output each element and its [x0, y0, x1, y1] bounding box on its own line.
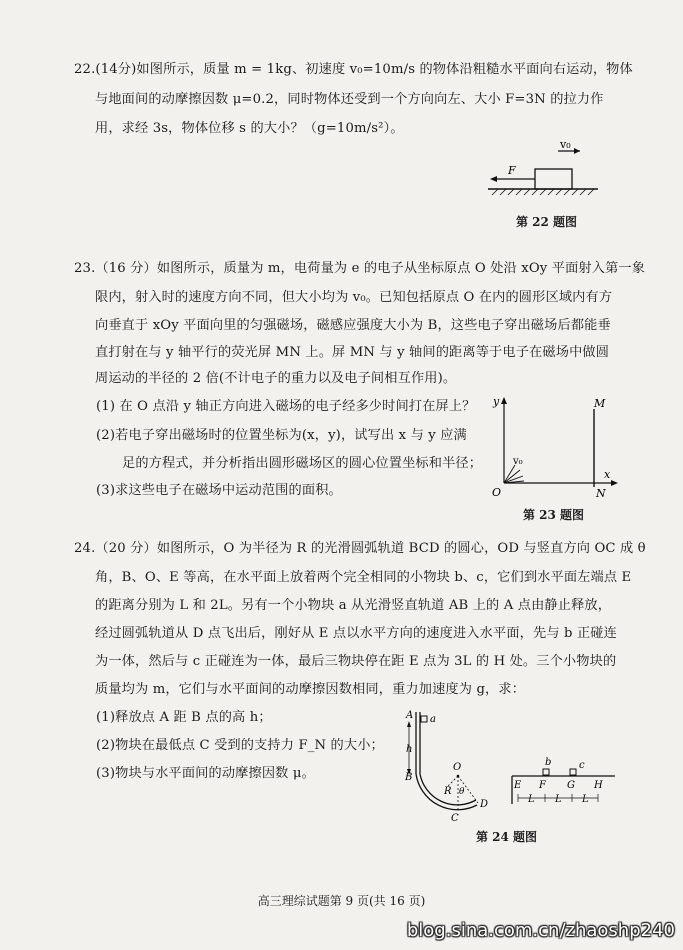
q23-line-5: 周运动的半径的 2 倍(不计电子的重力以及电子间相互作用)。 — [95, 371, 457, 386]
block-a — [421, 716, 427, 722]
q24-label-G: G — [567, 780, 575, 791]
q24-label-E: E — [514, 780, 522, 791]
radius-r — [448, 776, 458, 786]
q24-caption: 第 24 题图 — [476, 830, 538, 844]
q24-line-6: 质量均为 m，它们与水平面间的动摩擦因数相同，重力加速度为 g，求： — [95, 682, 526, 697]
x-axis-arrow — [611, 480, 618, 486]
q22-label-v: v₀ — [560, 138, 571, 151]
h-arrow-up — [407, 721, 411, 727]
q24-part-1: (1)释放点 A 距 B 点的高 h； — [96, 710, 272, 725]
q23-line-4: 直打射在与 y 轴平行的荧光屏 MN 上。屏 MN 与 y 轴间的距离等于电子在磁场中做圆 — [95, 345, 610, 360]
block-b — [543, 769, 549, 775]
q24-line-1: 24.（20 分）如图所示，O 为半径为 R 的光滑圆弧轨道 BCD 的圆心，OD 与竖直方向 OC 成 θ — [74, 541, 646, 556]
q22-figure — [488, 140, 598, 215]
q23-part-1: (1) 在 O 点沿 y 轴正方向进入磁场的电子经多少时间打在屏上？ — [96, 399, 476, 414]
q23-part-3: (3)求这些电子在磁场中运动范围的面积。 — [96, 483, 342, 498]
q24-figure — [402, 708, 617, 823]
q24-label-L2: L — [555, 794, 562, 805]
q24-label-b: b — [545, 757, 552, 768]
q24-label-a: a — [430, 714, 436, 725]
q23-figure — [490, 395, 620, 500]
q24-label-c: c — [579, 760, 585, 771]
q23-caption: 第 23 题图 — [523, 508, 585, 522]
q24-label-h: h — [406, 744, 413, 755]
q24-part-2: (2)物块在最低点 C 受到的支持力 F_N 的大小； — [96, 738, 384, 753]
q24-label-C: C — [451, 813, 459, 824]
q22-line-2: 与地面间的动摩擦因数 μ=0.2，同时物体还受到一个方向向左、大小 F=3N 的拉力作 — [95, 92, 604, 107]
block-c — [570, 769, 576, 775]
q24-line-3: 的距离分别为 L 和 2L。另有一个小物块 a 从光滑竖直轨道 AB 上的 A 点由静止释放， — [95, 598, 612, 613]
q23-label-v: v₀ — [513, 456, 523, 467]
velocity-arrowhead — [574, 148, 580, 154]
y-axis-arrow — [501, 397, 507, 404]
q24-line-5: 为一体，然后与 c 正碰连为一体，最后三物块停在距 E 点为 3L 的 H 处。三个小物块的 — [95, 654, 617, 669]
q24-label-R: R — [444, 786, 452, 797]
q22-line-3: 用，求经 3s，物体位移 s 的大小？（g=10m/s²）。 — [95, 121, 404, 136]
q23-line-3: 向垂直于 xOy 平面向里的匀强磁场，磁感应强度大小为 B，这些电子穿出磁场后都能垂 — [95, 318, 611, 333]
ground-hatch — [492, 189, 594, 195]
q24-label-B: B — [405, 772, 413, 783]
q23-label-m: M — [594, 397, 606, 410]
q24-label-H: H — [594, 780, 603, 791]
q24-label-A: A — [406, 710, 414, 721]
q24-label-L1: L — [528, 794, 535, 805]
q24-line-4: 经过圆弧轨道从 D 点飞出后，刚好从 E 点以水平方向的速度进入水平面，先与 b 正碰连 — [95, 626, 617, 641]
q23-label-o: O — [492, 486, 502, 499]
q23-label-y: y — [493, 395, 500, 408]
page-footer: 高三理综试题第 9 页(共 16 页) — [257, 894, 426, 908]
velocity-vectors — [504, 465, 524, 483]
q22-label-f: F — [508, 164, 516, 177]
q23-label-x: x — [604, 468, 611, 481]
q24-label-D: D — [480, 799, 489, 810]
q24-label-theta: θ — [459, 787, 465, 797]
q24-label-O: O — [453, 762, 462, 773]
q23-part-2-cont: 足的方程式，并分析指出圆形磁场区的圆心位置坐标和半径； — [122, 456, 483, 471]
block — [535, 169, 572, 189]
q23-line-1: 23.（16 分）如图所示，质量为 m，电荷量为 e 的电子从坐标原点 O 处沿 xOy 平面射入第一象 — [74, 261, 646, 276]
q24-part-3: (3)物块与水平面间的动摩擦因数 μ。 — [96, 766, 315, 781]
q22-line-1: 22.(14分)如图所示，质量 m = 1kg、初速度 v₀=10m/s 的物体沿粗糙水平面向右运动，物体 — [74, 62, 633, 77]
q24-label-L3: L — [582, 794, 589, 805]
force-arrowhead — [490, 176, 497, 182]
q22-caption: 第 22 题图 — [516, 215, 578, 229]
q23-label-n: N — [596, 487, 606, 500]
q24-label-F: F — [539, 780, 546, 791]
q23-line-2: 限内，射入时的速度方向不同，但大小均为 v₀。已知包括原点 O 在内的圆形区域内有方 — [95, 290, 613, 305]
q24-line-2: 角，B、O、E 等高，在水平面上放着两个完全相同的小物块 b、c，它们到水平面左端点 E — [95, 570, 632, 585]
watermark: blog.sina.com.cn/zhaoshp240 — [406, 920, 675, 941]
q23-part-2: (2)若电子穿出磁场时的位置坐标为(x，y)，试写出 x 与 y 应满 — [96, 428, 467, 443]
